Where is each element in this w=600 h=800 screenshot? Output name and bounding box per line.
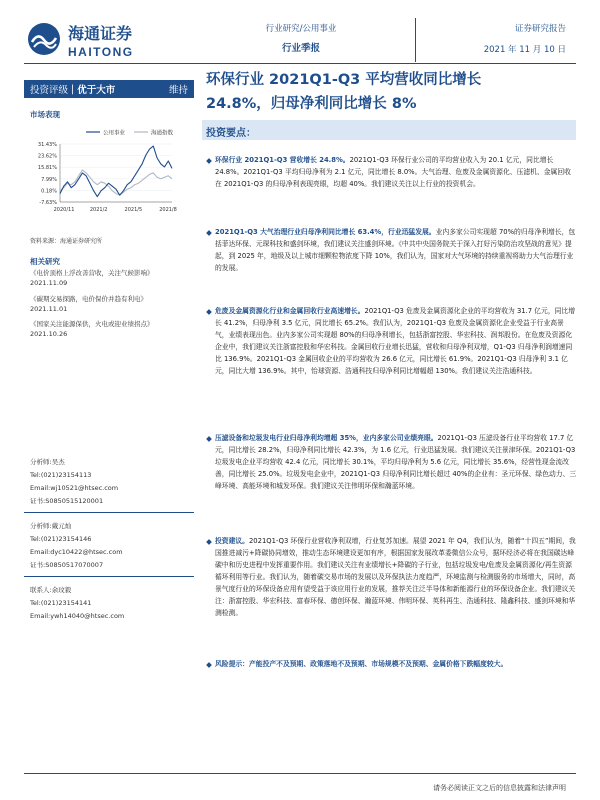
analyst-cert: 证书:S0850517070007 bbox=[30, 561, 104, 569]
key-point-body: 2021Q1-Q3 环保行业营收净利双增，行业复苏加速。展望 2021 年 Q4，我们认为，随着“十四五”期间，我国推进减污+降碳协同增效，推动生态环境建设更加有序，根据国家发展改革委微信公众号，据环经济必将在我国碳达峰碳中和历史进程中发挥重要作用。我们建议关注有业绩增长+降碳的子行业，包括垃圾发电/危废及金属资源化/再生资源循环利用等行业。我们认为，随着碳交易市场的发展以及环保执法力度趋严，环境监测与检测服务的市场增大，同时，高景气度行业的环保设备应用有望受益于该应用行业的发展，推荐关注泛半导体和新能源行业的环保设备企业。我们建议关注：浙富控股、华宏科技、富春环保、德创环保、瀚蓝环境、伟明环保、英科再生、浩通科技、隆鑫科技、盛剑环境和华测检测。 bbox=[215, 537, 576, 617]
analyst-divider bbox=[24, 576, 194, 577]
key-points-bar bbox=[202, 120, 576, 140]
analyst-email[interactable]: Email:dyc10422@htsec.com bbox=[30, 548, 123, 556]
y-tick-label: -7.63% bbox=[39, 200, 57, 206]
bullet-icon bbox=[206, 308, 214, 316]
bullet-icon bbox=[206, 157, 214, 165]
market-chart bbox=[24, 118, 194, 214]
market-source: 资料来源：海通证券研究所 bbox=[30, 238, 103, 245]
market-title: 市场表现 bbox=[30, 110, 60, 119]
x-tick-label: 2021/5 bbox=[124, 207, 143, 213]
y-tick-label: 31.43% bbox=[37, 142, 57, 148]
analyst-name: 分析师:戴元灿 bbox=[30, 522, 72, 530]
key-point-paragraph bbox=[215, 154, 577, 190]
header-report-type: 行业季报 bbox=[281, 43, 320, 54]
analyst-tel: Tel:(021)23154146 bbox=[30, 535, 92, 543]
related-item-date: 2021.11.01 bbox=[30, 305, 68, 313]
y-tick-label: 15.81% bbox=[37, 165, 57, 172]
contact-tel: Tel:(021)23154141 bbox=[30, 599, 92, 607]
analyst-cert: 证书:S0850515120001 bbox=[30, 497, 104, 505]
footer-rule bbox=[24, 773, 576, 774]
header-category: 行业研究/公用事业 bbox=[265, 24, 337, 34]
rating-value: 优于大市 bbox=[77, 85, 116, 96]
key-point-lead: 风险提示：产能投产不及预期、政策落地不及预期、市场规模不及预期、金属价格下跌幅度较大。 bbox=[215, 660, 508, 668]
analyst-tel: Tel:(021)23154113 bbox=[30, 471, 92, 479]
haitong-logo bbox=[24, 14, 174, 64]
bullet-icon bbox=[206, 661, 214, 669]
rating-status: 维持 bbox=[168, 85, 188, 96]
rating-separator: | bbox=[71, 83, 75, 95]
contact-name: 联系人:余玟毅 bbox=[30, 586, 72, 594]
bullet-icon bbox=[206, 435, 214, 443]
bullet-icon bbox=[206, 538, 214, 546]
header-date: 2021 年 11 月 10 日 bbox=[483, 45, 566, 55]
key-point-body: 2021Q1-Q3 压滤设备行业平均营收 17.7 亿元，同比增长 28.2%，归母净利同比增长 42.3%，为 1.6 亿元，行业迅猛发展。我们建议关注景津环保。2021Q1-Q3 垃圾发电企业平均营收 42.4 亿元，同比增长 30.1%，平均归母净利为 5.6 亿元，同比增长 35.6%，经营性现金流改善，同比增长 25.0%。垃圾发电企业中，2021Q1-Q3 归母净利同比增长超过 40%的企业有：圣元环保、绿色动力、三峰环境、高能环境和城发环保。我们建议关注伟明环保和瀚蓝环境。 bbox=[215, 434, 577, 490]
key-point-lead: 环保行业 2021Q1-Q3 营收增长 24.8%。 bbox=[215, 156, 350, 164]
related-item[interactable] bbox=[30, 294, 180, 314]
footer-disclaimer: 请务必阅读正文之后的信息披露和法律声明 bbox=[433, 784, 566, 792]
key-point-body: 业内多家公司实现超 70%的归母净利增长，包括菲达环保、元琛科技和盛剑环境，我们建议关注盛剑环境。《中共中央国务院关于深入打好污染防治攻坚战的意见》提起，到 2025 年，地级及以上城市细颗粒物浓度下降 10%，我们认为，国家对大气环境的持续重视将助力大气治理行业的发展。 bbox=[215, 228, 576, 272]
analyst-email[interactable]: Email:wj10521@htsec.com bbox=[30, 484, 119, 492]
x-tick-label: 2021/8 bbox=[159, 207, 177, 213]
contact-email[interactable]: Email:ywh14040@htsec.com bbox=[30, 612, 125, 620]
key-point-lead: 危废及金属资源化行业和金属回收行业高速增长。 bbox=[215, 307, 365, 315]
key-point-paragraph bbox=[215, 658, 577, 670]
key-point-lead: 压滤设备和垃圾发电行业归母净利均增超 35%，业内多家公司业绩亮眼。 bbox=[215, 434, 438, 442]
key-point-body: 2021Q1-Q3 危废及金属资源化企业的平均营收为 31.7 亿元，同比增长 41.2%，归母净利 3.5 亿元，同比增长 65.2%。我们认为，2021Q1-Q3 危废及金属资源化企业受益于行业高景气，业绩表现出色。业内多家公司实现超 80%的归母净利增长，包括浙富控股、华宏科技、润邦股份。在危废及资源化企业中，我们建议关注浙富控股和华宏科技。金属回收行业增长迅猛，营收和归母净利双增，Q1-Q3 归母净利润增速同比 136.9%。2021Q1-Q3 金属回收企业的平均营收为 26.6 亿元，同比增长 61.9%。2021Q1-Q3 归母净利 3.1 亿元，同比大增 136.9%。其中，怡球资源、浩通科技归母净利同比增幅超 130%。我们建议关注浩通科技。 bbox=[215, 307, 576, 375]
key-point-paragraph bbox=[215, 305, 577, 377]
legend-label: 公用事业 bbox=[103, 130, 126, 137]
rating-label: 投资评级 bbox=[30, 85, 69, 96]
related-title: 相关研究 bbox=[30, 257, 60, 266]
related-item-date: 2021.11.09 bbox=[30, 279, 68, 287]
key-points-title: 投资要点： bbox=[206, 128, 256, 139]
x-tick-label: 2020/11 bbox=[53, 207, 75, 213]
x-tick-label: 2021/2 bbox=[89, 207, 108, 213]
analyst-name: 分析师:吴杰 bbox=[30, 458, 65, 466]
bullet-icon bbox=[206, 229, 214, 237]
report-title-line2: 24.8%，归母净利同比增长 8% bbox=[206, 96, 417, 112]
related-item-date: 2021.10.26 bbox=[30, 330, 68, 338]
header-rule bbox=[24, 63, 576, 64]
logo-en: HAITONG bbox=[68, 45, 134, 59]
y-tick-label: 0.18% bbox=[41, 188, 57, 195]
key-point-lead: 2021Q1-Q3 大气治理行业归母净利同比增长 63.4%，行业迅猛发展。 bbox=[215, 228, 436, 236]
related-item[interactable] bbox=[30, 319, 180, 339]
related-item-title: 《电价顶格上浮改善营收，关注气候影响》 bbox=[30, 269, 154, 277]
key-point-lead: 投资建议。 bbox=[215, 537, 249, 545]
key-point-body: 2021Q1-Q3 环保行业公司的平均营业收入为 20.1 亿元，同比增长 24.8%。2021Q1-Q3 平均归母净利为 2.1 亿元，同比增长 8.0%。大气治理、危废及金属资源化、压滤机、金属回收在 2021Q1-Q3 的归母净利表现亮眼，均超 40%。我们建议关注以上行业的投资机会。 bbox=[215, 156, 571, 188]
y-tick-label: 23.62% bbox=[37, 153, 57, 160]
related-item-title: 《国家关注能源保供，火电或迎业绩拐点》 bbox=[30, 320, 154, 328]
key-point-paragraph bbox=[215, 226, 577, 274]
key-point-paragraph bbox=[215, 432, 577, 492]
header-divider bbox=[415, 18, 416, 62]
related-item[interactable] bbox=[30, 268, 180, 288]
logo-cn: 海通证券 bbox=[68, 24, 133, 43]
header-report-label: 证券研究报告 bbox=[514, 24, 566, 34]
series-line-utilities bbox=[60, 146, 172, 197]
rating-bar bbox=[24, 80, 194, 98]
related-item-title: 《碳期交易探路，电价保价并趋有利电》 bbox=[30, 295, 147, 303]
key-point-paragraph bbox=[215, 535, 577, 619]
report-title-line1: 环保行业 2021Q1-Q3 平均营收同比增长 bbox=[206, 72, 482, 88]
y-tick-label: 7.99% bbox=[41, 176, 57, 183]
analyst-divider bbox=[24, 512, 194, 513]
legend-label: 海通指数 bbox=[151, 130, 174, 137]
